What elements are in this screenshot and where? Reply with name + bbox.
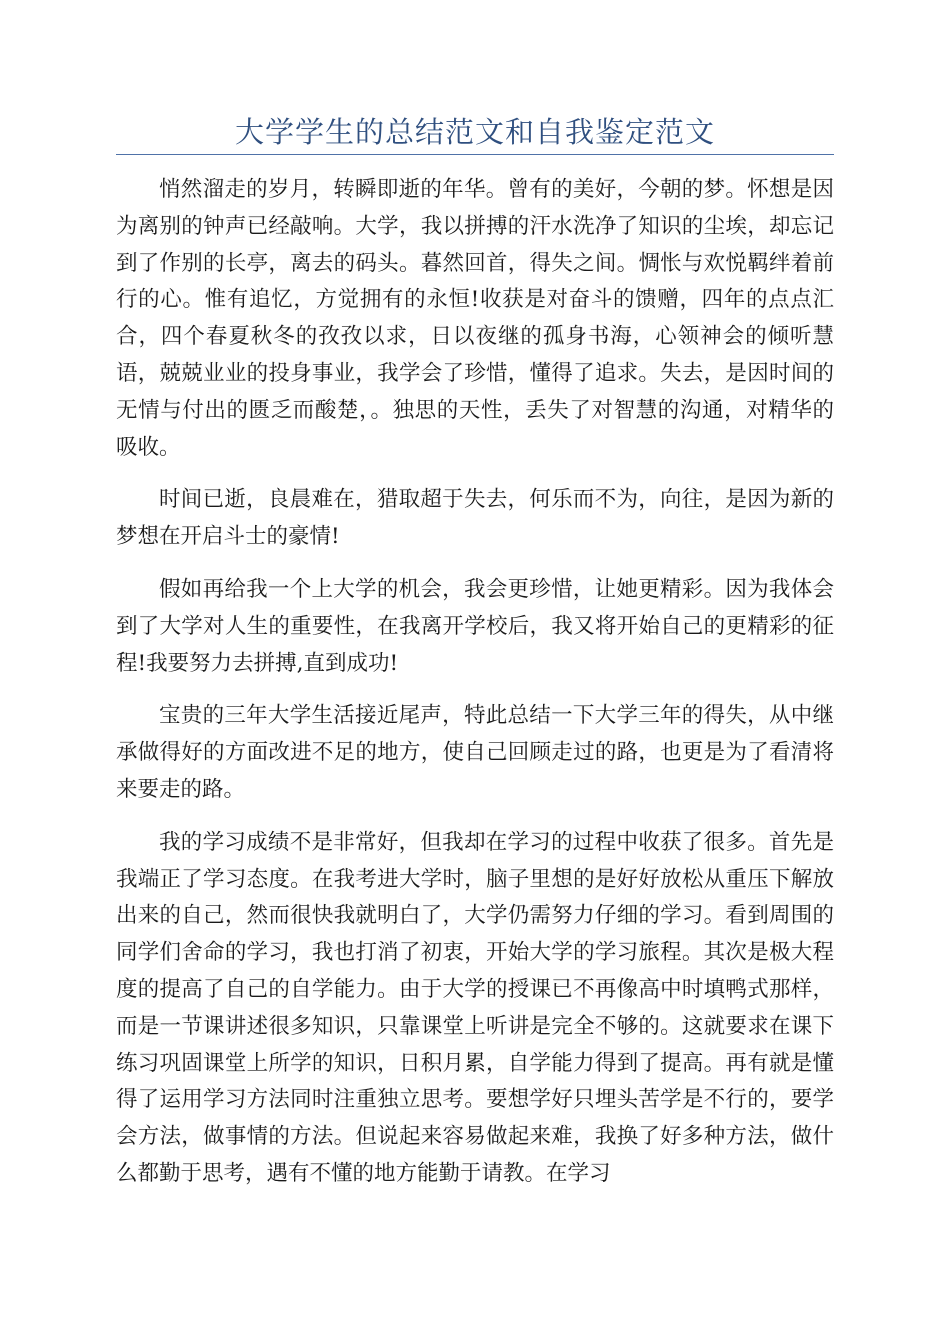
paragraph-3: 假如再给我一个上大学的机会，我会更珍惜，让她更精彩。因为我体会到了大学对人生的重要性，在我离开学校后，我又将开始自己的更精彩的征程!我要努力去拼搏,直到成功! [116, 576, 834, 676]
document-body [116, 172, 834, 1209]
paragraph-1: 悄然溜走的岁月，转瞬即逝的年华。曾有的美好，今朝的梦。怀想是因为离别的钟声已经敲响。大学，我以拼搏的汗水洗净了知识的尘埃，却忘记到了作别的长亭，离去的码头。暮然回首，得失之间。惆怅与欢悦羁绊着前行的心。惟有追忆，方觉拥有的永恒!收获是对奋斗的馈赠，四年的点点汇合，四个春夏秋冬的孜孜以求，日以夜继的孤身书海，心领神会的倾听慧语，兢兢业业的投身事业，我学会了珍惜，懂得了追求。失去，是因时间的无情与付出的匮乏而酸楚，。独思的天性，丢失了对智慧的沟通，对精华的吸收。 [116, 177, 834, 460]
paragraph-2: 时间已逝，良晨难在，猎取超于失去，何乐而不为，向往，是因为新的梦想在开启斗士的豪情! [116, 487, 834, 550]
paragraph-4: 宝贵的三年大学生活接近尾声，特此总结一下大学三年的得失，从中继承做得好的方面改进不足的地方，使自己回顾走过的路，也更是为了看清将来要走的路。 [116, 703, 834, 802]
paragraph-5: 我的学习成绩不是非常好，但我却在学习的过程中收获了很多。首先是我端正了学习态度。在我考进大学时，脑子里想的是好好放松从重压下解放出来的自己，然而很快我就明白了，大学仍需努力仔细的学习。看到周围的同学们舍命的学习，我也打消了初衷，开始大学的学习旅程。其次是极大程度的提高了自己的自学能力。由于大学的授课已不再像高中时填鸭式那样，而是一节课讲述很多知识，只靠课堂上听讲是完全不够的。这就要求在课下练习巩固课堂上所学的知识，日积月累，自学能力得到了提高。再有就是懂得了运用学习方法同时注重独立思考。要想学好只埋头苦学是不行的，要学会方法，做事情的方法。但说起来容易做起来难，我换了好多种方法，做什么都勤于思考，遇有不懂的地方能勤于请教。在学习 [116, 829, 834, 1186]
title-underline [116, 154, 834, 155]
document-title: 大学学生的总结范文和自我鉴定范文 [234, 115, 715, 149]
